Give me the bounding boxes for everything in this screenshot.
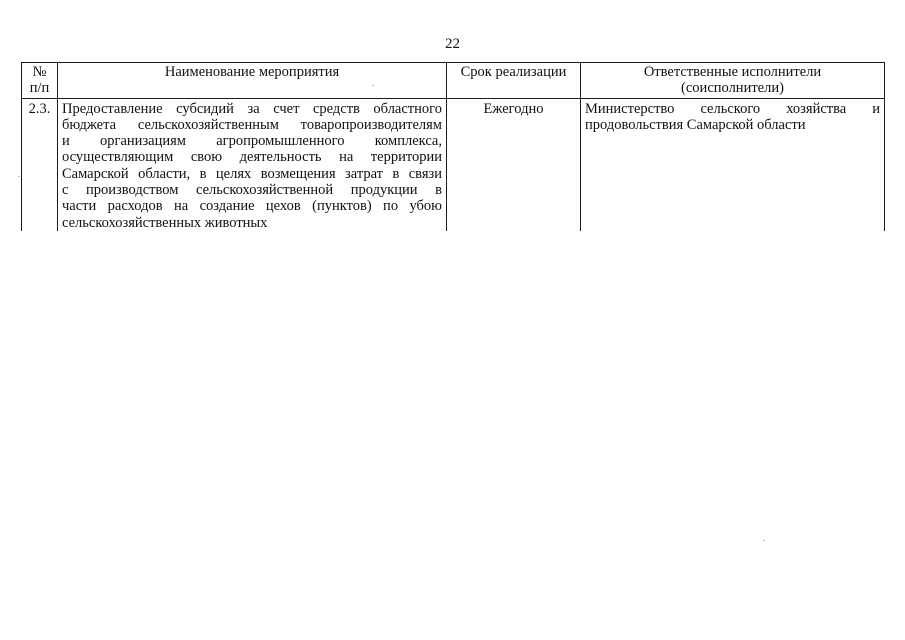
measure-name-line: Предоставление субсидий за счет средств областного bbox=[62, 100, 442, 117]
measure-name-line: бюджета сельскохозяйственным товаропроизводителям bbox=[62, 116, 442, 133]
table-row bbox=[22, 98, 885, 231]
header-number bbox=[22, 63, 58, 99]
header-measure-name: Наименование мероприятия bbox=[58, 63, 447, 99]
measure-name-line: осуществляющим свою деятельность на территории bbox=[62, 149, 442, 166]
row-number: 2.3. bbox=[22, 98, 58, 231]
page-number: 22 bbox=[445, 36, 460, 52]
measure-name-line: сельскохозяйственных животных bbox=[62, 214, 268, 231]
measure-name-line: и организациям агропромышленного комплекса, bbox=[62, 133, 442, 150]
table-header-row bbox=[22, 63, 885, 99]
row-term: Ежегодно bbox=[447, 98, 581, 231]
header-responsible-line2: (соисполнители) bbox=[681, 80, 784, 97]
row-measure-name bbox=[58, 98, 447, 231]
measure-name-line: с производством сельскохозяйственной продукции в bbox=[62, 182, 442, 199]
responsible-line: Министерство сельского хозяйства и bbox=[585, 100, 880, 117]
scan-speck bbox=[763, 540, 765, 541]
header-responsible-line1: Ответственные исполнители bbox=[643, 64, 822, 80]
measures-table bbox=[21, 62, 885, 231]
scan-speck bbox=[18, 176, 20, 177]
scan-speck bbox=[372, 85, 374, 86]
header-number-line1: № bbox=[32, 64, 47, 80]
responsible-line: продовольствия Самарской области bbox=[585, 116, 806, 133]
header-responsible bbox=[581, 63, 885, 99]
measure-name-line: части расходов на создание цехов (пунктов) по убою bbox=[62, 198, 442, 215]
row-responsible bbox=[581, 98, 885, 231]
measure-name-line: Самарской области, в целях возмещения затрат в связи bbox=[62, 165, 442, 182]
header-term: Срок реализации bbox=[447, 63, 581, 99]
header-number-line2: п/п bbox=[29, 80, 50, 97]
